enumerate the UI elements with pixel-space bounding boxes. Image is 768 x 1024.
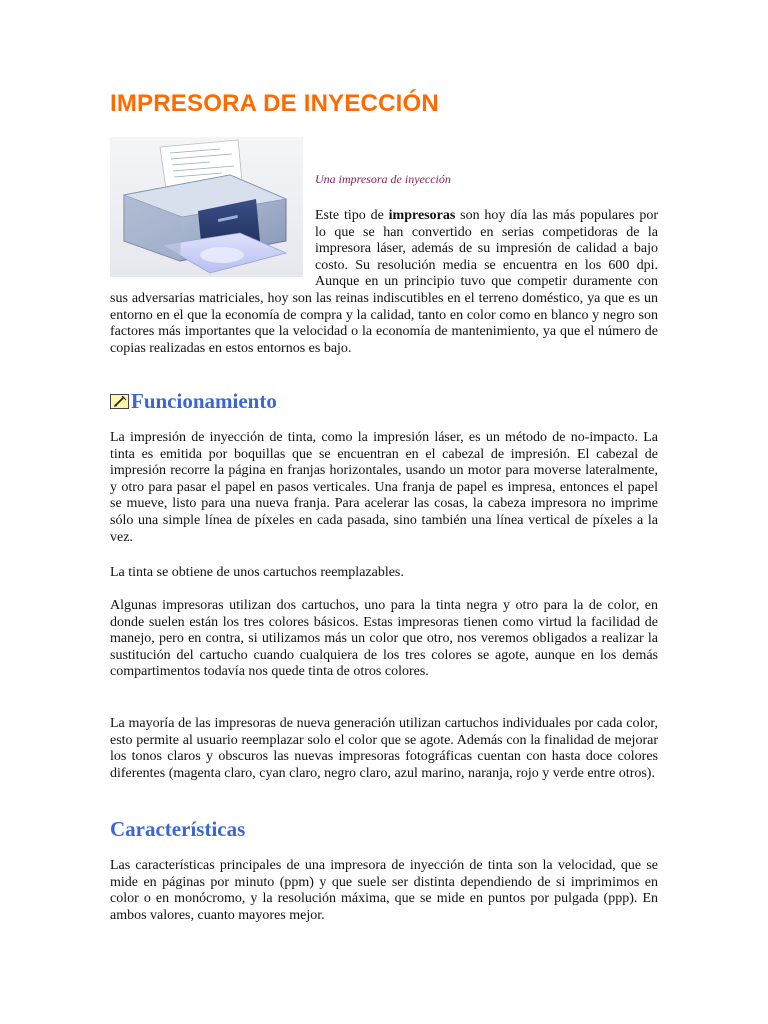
paragraph-caracteristicas-1: Las características principales de una impresora de inyección de tinta son la velocidad, que se mide en páginas por minuto (ppm) y que suele ser distinta dependiendo de si imprimimos en color o en monócromo, y la resolución máxima, que se mide en puntos por pulgada (ppp). En ambos valores, cuanto mayores mejor.	[110, 858, 658, 923]
intro-lead: Este tipo de	[315, 208, 389, 223]
paragraph-funcionamiento-1: La impresión de inyección de tinta, como la impresión láser, es un método de no-impacto. La tinta es emitida por boquillas que se encuentran en el cabezal de impresión. El cabezal de impresión recorre la página en franjas horizontales, usando un motor para moverse lateralmente, y otro para pasar el papel en pasos verticales. Una franja de papel es impresa, entonces el papel se mueve, listo para una nueva franja. Para acelerar las cosas, la cabeza impresora no imprime sólo una simple línea de píxeles en cada pasada, sino también una línea vertical de píxeles a la vez.	[110, 430, 658, 545]
intro-bold-term: impresoras	[388, 208, 456, 223]
paragraph-funcionamiento-3: Algunas impresoras utilizan dos cartuchos, uno para la tinta negra y otro para la de color, en donde suelen están los tres colores básicos. Estas impresoras tienen como virtud la facilidad de manejo, pero en contra, si utilizamos más un color que otro, nos veremos obligados a realizar la sustitución del cartucho cuando cualquiera de los tres colores se agote, aunque en los demás compartimentos todavía nos quede tinta de otros colores.	[110, 598, 658, 680]
section-heading-caracteristicas: Características	[110, 817, 246, 841]
intro-block	[110, 137, 658, 357]
paragraph-funcionamiento-2: La tinta se obtiene de unos cartuchos reemplazables.	[110, 565, 404, 580]
document-title: IMPRESORA DE INYECCIÓN	[110, 90, 439, 117]
section-heading-funcionamiento	[110, 388, 277, 414]
intro-rest: son hoy día las más populares por lo que se han convertido en serias competidoras de la impresora láser, además de su impresión de calidad a bajo costo. Su resolución media se encuentra en los 600 dpi. Aunque en un principio tuvo que competir duramente con sus adversarias matriciales, hoy son las reinas indiscutibles en el terreno doméstico, ya que es un entorno en el que la economía de compra y la calidad, tanto en color como en blanco y negro son factores más importantes que la velocidad o la economía de mantenimiento, ya que el número de copias realizadas en estos entornos es bajo.	[110, 208, 658, 356]
note-pencil-icon	[110, 394, 129, 409]
paragraph-funcionamiento-4: La mayoría de las impresoras de nueva generación utilizan cartuchos individuales por cada color, esto permite al usuario reemplazar solo el color que se agote. Además con la finalidad de mejorar los tonos claros y obscuros las nuevas impresoras fotográficas cuentan con hasta doce colores diferentes (magenta claro, cyan claro, negro claro, azul marino, naranja, rojo y verde entre otros).	[110, 716, 658, 781]
section-heading-text: Funcionamiento	[131, 389, 277, 413]
printer-image	[110, 137, 303, 277]
figure-caption: Una impresora de inyección	[315, 172, 451, 186]
